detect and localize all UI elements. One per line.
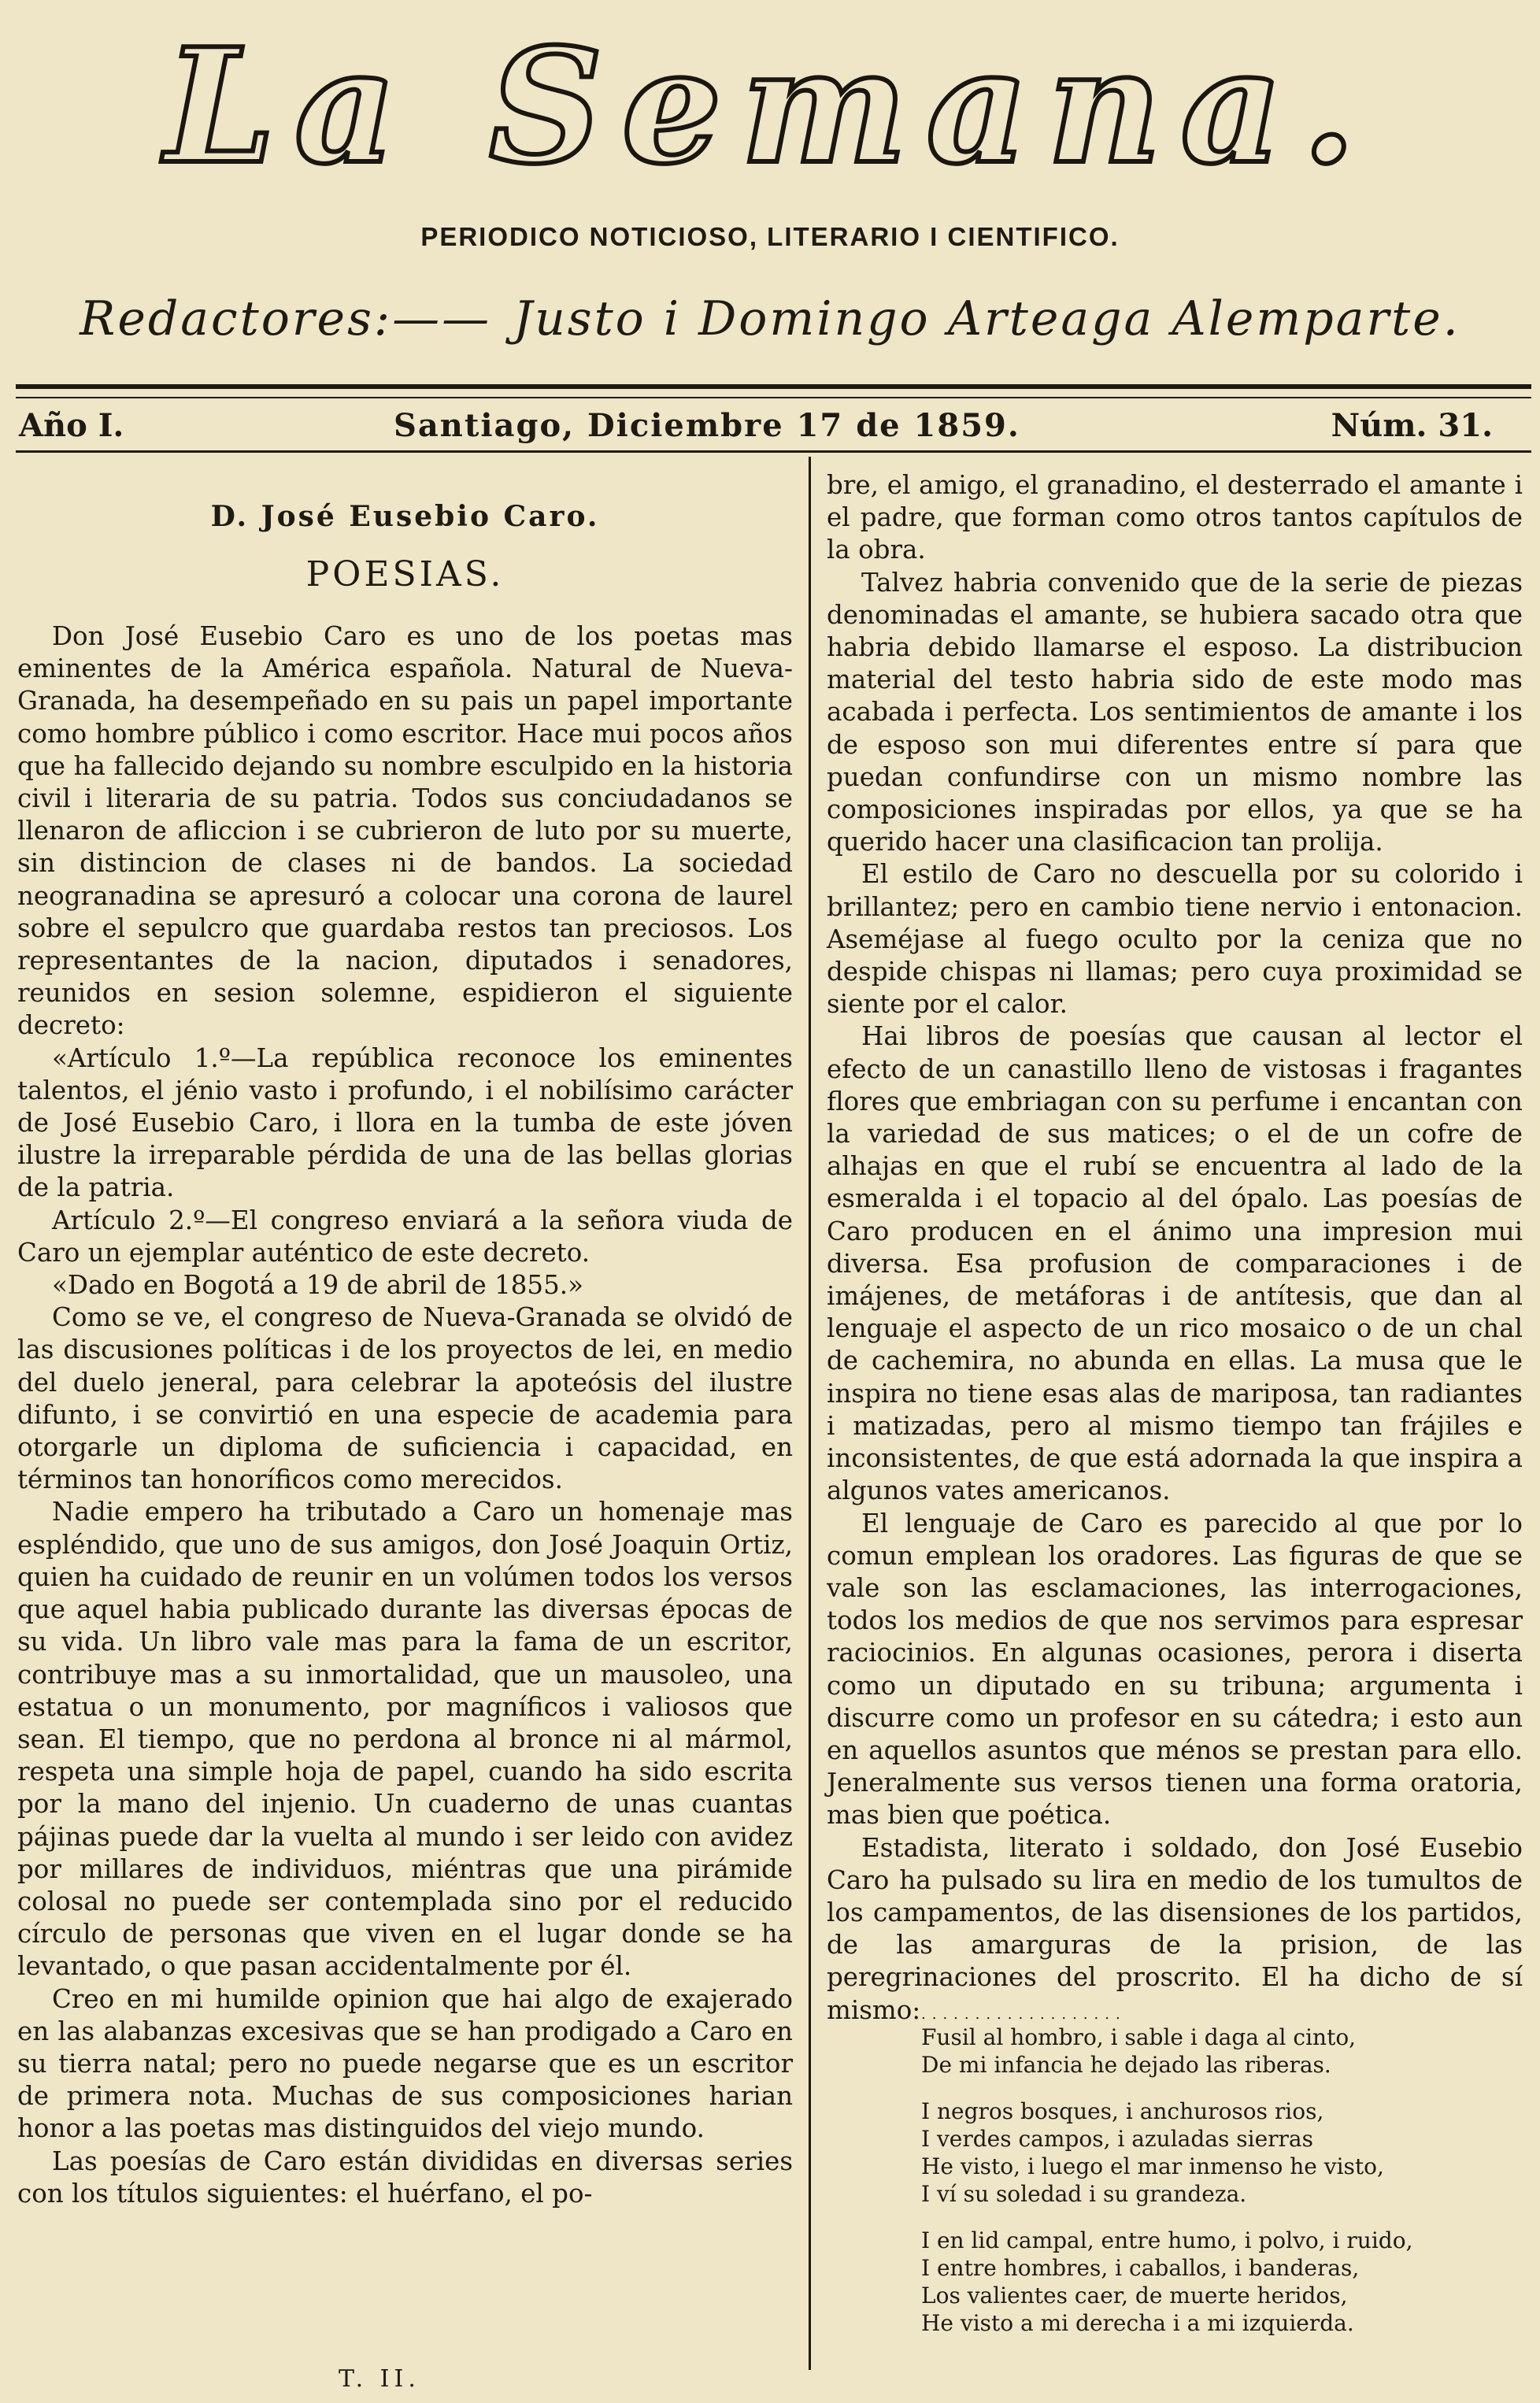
paragraph: Nadie empero ha tributado a Caro un homenaje mas espléndido, que uno de sus amigos, don José Joaquin Ortiz, quien ha cuidado de reunir en un volúmen todos los versos que aquel habia publicado durante las diversas épocas de su vida. Un libro vale mas para la fama de un escritor, contribuye mas a su inmortalidad, que un mausoleo, una estatua o un monumento, por magníficos i valiosos que sean. El tiempo, que no perdona al bronce ni al mármol, respeta una simple hoja de papel, cuando ha sido escrita por la mano del injenio. Un cuaderno de unas cuantas pájinas puede dar la vuelta al mundo i ser leido con avidez por millares de individuos, miéntras que una pirámide colosal no puede ser contemplada sino por el reducido círculo de personas que viven en el lugar donde se ha levantado, o que pasan accidentalmente por él.	[17, 1497, 793, 1982]
poem-ellipsis: ...................	[921, 2006, 1127, 2023]
paragraph: Las poesías de Caro están divididas en diversas series con los títulos siguientes: el huérfano, el po-	[17, 2146, 793, 2209]
poem-stanza	[921, 2023, 1520, 2079]
poem-line: He visto a mi derecha i a mi izquierda.	[921, 2310, 1354, 2336]
paragraph: «Dado en Bogotá a 19 de abril de 1855.»	[52, 1270, 583, 1301]
poem-line: I verdes campos, i azuladas sierras	[921, 2126, 1313, 2152]
poem-line: Los valientes caer, de muerte heridos,	[921, 2283, 1348, 2309]
masthead-subtitle: PERIODICO NOTICIOSO, LITERARIO I CIENTIFICO.	[420, 222, 1120, 251]
poem-line: I negros bosques, i anchurosos rios,	[921, 2098, 1324, 2124]
poem-line: I en lid campal, entre humo, i polvo, i ruido,	[921, 2227, 1413, 2253]
paragraph: Talvez habria convenido que de la serie de piezas denominadas el amante, se hubiera sacado otra que habria debido llamarse el esposo. La distribucion material del testo habria sido de este modo mas acabada i perfecta. Los sentimientos de amante i los de esposo son mui diferentes entre sí para que puedan confundirse con un mismo nombre las composiciones inspiradas por ellos, ya que se ha querido hacer una clasificacion tan prolija.	[827, 567, 1523, 857]
poem-line: I entre hombres, i caballos, i banderas,	[921, 2255, 1360, 2281]
dateline-rule	[16, 450, 1531, 453]
right-column	[827, 469, 1523, 2027]
paragraph: Artículo 2.º—El congreso enviará a la señora viuda de Caro un ejemplar auténtico de este decreto.	[17, 1205, 793, 1268]
poem-line: I ví su soledad i su grandeza.	[921, 2181, 1247, 2207]
issue-number: Núm. 31.	[1331, 407, 1493, 444]
paragraph: El lenguaje de Caro es parecido al que por lo comun emplean los oradores. Las figuras de que se vale son las esclamaciones, las interrogaciones, todos los medios de que nos servimos para espresar raciocinios. En algunas ocasiones, perora i diserta como un diputado en su tribuna; argumenta i discurre como un profesor en su cátedra; i esto aun en aquellos asuntos que ménos se prestan para ello. Jeneralmente sus versos tienen una forma oratoria, mas bien que poética.	[827, 1508, 1523, 1831]
editors-label: Redactores:——	[80, 291, 492, 346]
paragraph: Como se ve, el congreso de Nueva-Granada se olvidó de las discusiones políticas i de los proyectos de lei, en medio del duelo jeneral, para celebrar la apoteósis del ilustre difunto, i se convirtió en una especie de academia para otorgarle un diploma de suficiencia i capacidad, en términos tan honoríficos como merecidos.	[17, 1302, 793, 1495]
paragraph: Hai libros de poesías que causan al lector el efecto de un canastillo lleno de vistosas i fragantes flores que embriagan con su perfume i encantan con la variedad de sus matices; o el de un cofre de alhajas en que el rubí se encuentra al lado de la esmeralda i el topacio al del ópalo. Las poesías de Caro producen en el ánimo una impresion mui diversa. Esa profusion de comparaciones i de imájenes, de metáforas i de antítesis, que dan al lenguaje el aspecto de un rico mosaico o de un chal de cachemira, no abunda en ellas. La musa que le inspira no tiene esas alas de mariposa, tan radiantes i matizadas, pero al mismo tiempo tan frájiles e inconsistentes, de que está adornada la que inspira a algunos vates americanos.	[827, 1021, 1523, 1506]
signature-mark: T. II.	[339, 2365, 420, 2393]
issue-year: Año I.	[19, 407, 124, 444]
poem-stanza	[921, 2098, 1520, 2208]
paragraph: Creo en mi humilde opinion que hai algo de exajerado en las alabanzas excesivas que se han prodigado a Caro en su tierra natal; pero no puede negarse que es un escritor de primera nota. Muchas de sus composiciones harian honor a las poetas mas distinguidos del viejo mundo.	[17, 1983, 793, 2144]
paragraph: Estadista, literato i soldado, don José Eusebio Caro ha pulsado su lira en medio de los tumultos de los campamentos, de las disensiones de los partidos, de las amarguras de la prision, de las peregrinaciones del proscrito. El ha dicho de sí mismo:	[827, 1832, 1523, 2025]
paragraph: bre, el amigo, el granadino, el desterrado el amante i el padre, que forman como otros tantos capítulos de la obra.	[827, 470, 1523, 565]
masthead-title: La Semana.	[165, 14, 1375, 199]
article-heading: D. José Eusebio Caro.	[210, 500, 600, 533]
poem-line: De mi infancia he dejado las riberas.	[921, 2052, 1331, 2078]
issue-date: Santiago, Diciembre 17 de 1859.	[394, 407, 1020, 444]
paragraph: El estilo de Caro no descuella por su colorido i brillantez; pero en cambio tiene nervio i entonacion. Aseméjase al fuego oculto por la ceniza que no despide chispas ni llamas; pero cuya proximidad se siente por el calor.	[827, 859, 1523, 1020]
left-column	[17, 482, 793, 2210]
editors-names: Justo i Domingo Arteaga Alemparte.	[513, 291, 1460, 346]
header-rule-thick	[16, 384, 1531, 389]
article-title: POESIAS.	[305, 554, 505, 594]
paragraph: Don José Eusebio Caro es uno de los poetas mas eminentes de la América española. Natural de Nueva-Granada, ha desempeñado en su pais un papel importante como hombre público i como escritor. Hace mui pocos años que ha fallecido dejando su nombre esculpido en la historia civil i literaria de su patria. Todos sus conciudadanos se llenaron de afliccion i se cubrieron de luto por su muerte, sin distincion de clases ni de bandos. La sociedad neogranadina se apresuró a colocar una corona de laurel sobre el sepulcro que guardaba restos tan preciosos. Los representantes de la nacion, diputados i senadores, reunidos en sesion solemne, espidieron el siguiente decreto:	[17, 621, 793, 1041]
editors-line	[0, 291, 1540, 346]
poem-line: He visto, i luego el mar inmenso he visto,	[921, 2153, 1384, 2179]
header-rule-thin	[16, 397, 1531, 398]
poem-line: Fusil al hombro, i sable i daga al cinto,	[921, 2024, 1357, 2050]
poem-excerpt	[921, 2008, 1520, 2356]
paragraph: «Artículo 1.º—La república reconoce los eminentes talentos, el jénio vasto i profundo, i el nobilísimo carácter de José Eusebio Caro, i llora en la tumba de este jóven ilustre la irreparable pérdida de una de las bellas glorias de la patria.	[17, 1042, 793, 1203]
column-divider	[809, 457, 811, 2370]
poem-stanza	[921, 2227, 1520, 2337]
